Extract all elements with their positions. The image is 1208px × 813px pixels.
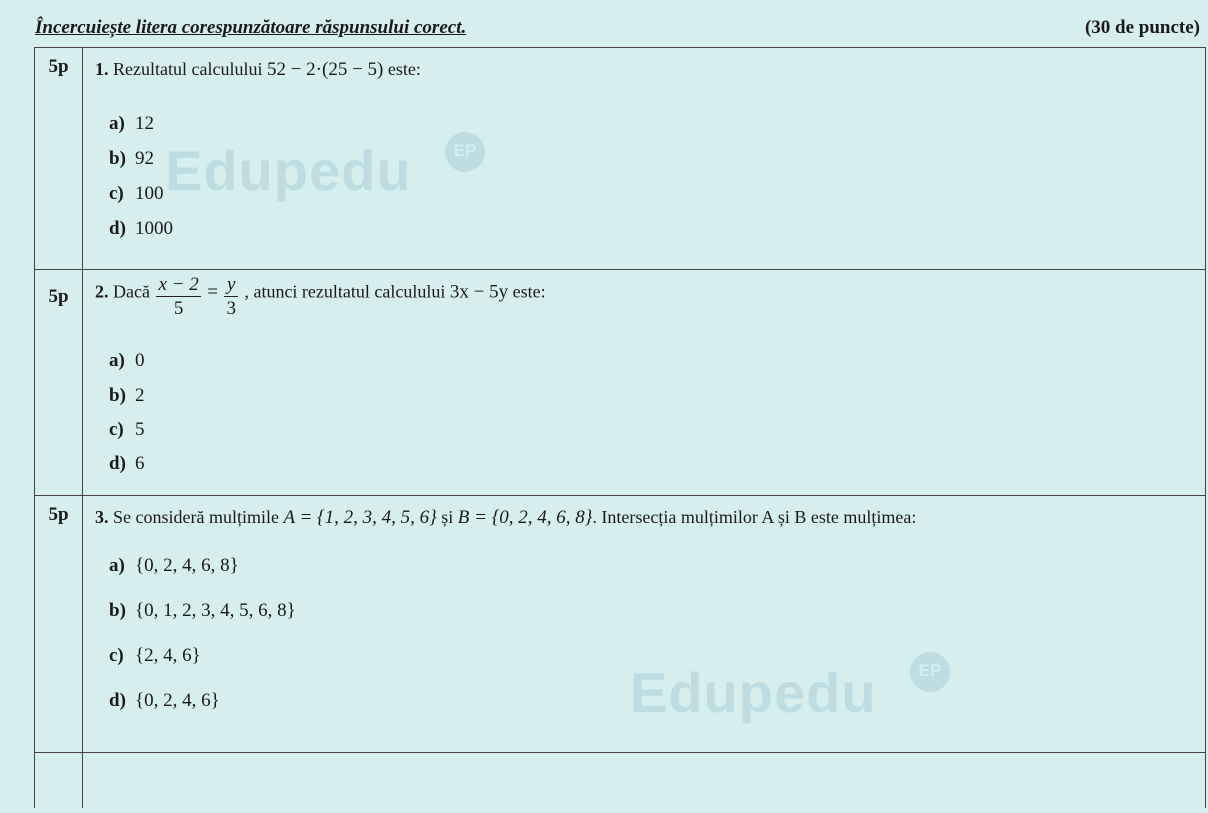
fraction-numerator: x − 2 bbox=[158, 274, 199, 295]
instruction-text: Încercuiește litera corespunzătoare răspunsului corect. bbox=[35, 17, 467, 38]
option-letter: d) bbox=[109, 690, 126, 711]
option-value: {0, 1, 2, 3, 4, 5, 6, 8} bbox=[135, 600, 296, 621]
option-c[interactable] bbox=[109, 183, 164, 205]
option-value: 92 bbox=[135, 148, 154, 169]
question-row bbox=[35, 48, 1205, 270]
option-a[interactable] bbox=[109, 555, 239, 577]
option-a[interactable] bbox=[109, 113, 154, 135]
question-text bbox=[95, 270, 1201, 317]
option-letter: c) bbox=[109, 645, 124, 666]
option-value: 100 bbox=[135, 183, 164, 204]
fraction-denominator: 5 bbox=[173, 298, 184, 319]
conjunction: și bbox=[441, 507, 454, 527]
question-text-before: Se consideră mulțimile bbox=[113, 507, 279, 527]
watermark-text: Edupedu bbox=[630, 661, 877, 724]
option-value: 1000 bbox=[135, 218, 173, 239]
watermark-text: Edupedu bbox=[165, 139, 412, 202]
option-letter: b) bbox=[109, 600, 126, 621]
option-letter: a) bbox=[109, 555, 125, 576]
fraction-right bbox=[224, 274, 238, 321]
question-row-partial bbox=[35, 753, 1205, 813]
question-text-middle: , atunci rezultatul calculului bbox=[244, 281, 446, 302]
question-number: 1. bbox=[95, 59, 109, 79]
watermark-logo-label: EP bbox=[918, 661, 942, 680]
question-text bbox=[95, 507, 1201, 529]
question-number: 3. bbox=[95, 507, 109, 527]
question-number: 2. bbox=[95, 281, 109, 302]
option-b[interactable] bbox=[109, 600, 296, 622]
set-a: A = {1, 2, 3, 4, 5, 6} bbox=[283, 507, 437, 528]
option-d[interactable] bbox=[109, 690, 220, 712]
watermark-logo-label: EP bbox=[453, 141, 477, 160]
option-value: 2 bbox=[135, 385, 145, 406]
fraction-numerator: y bbox=[224, 274, 238, 297]
question-expression: 3x − 5y bbox=[449, 281, 509, 303]
option-value: 6 bbox=[135, 453, 145, 474]
question-text-after: . Intersecția mulțimilor A și B este mulțimea: bbox=[592, 507, 917, 527]
question-row bbox=[35, 496, 1205, 753]
set-b: B = {0, 2, 4, 6, 8} bbox=[457, 507, 593, 528]
option-value: {0, 2, 4, 6} bbox=[135, 690, 220, 711]
question-row bbox=[35, 270, 1205, 496]
option-c[interactable] bbox=[109, 645, 201, 667]
equals-sign: = bbox=[207, 281, 218, 303]
question-expression: 52 − 2·(25 − 5) bbox=[266, 59, 384, 80]
option-letter: a) bbox=[109, 350, 125, 371]
option-c[interactable] bbox=[109, 419, 145, 441]
question-text-before: Dacă bbox=[113, 281, 150, 302]
question-points: 5p bbox=[48, 286, 69, 307]
option-letter: c) bbox=[109, 183, 124, 204]
option-d[interactable] bbox=[109, 218, 173, 240]
option-value: 0 bbox=[135, 350, 145, 371]
question-points: 5p bbox=[48, 504, 69, 525]
header bbox=[35, 17, 1200, 47]
fraction-denominator: 3 bbox=[226, 298, 236, 319]
question-points: 5p bbox=[48, 56, 69, 77]
option-letter: b) bbox=[109, 148, 126, 169]
option-b[interactable] bbox=[109, 385, 145, 407]
option-value: {2, 4, 6} bbox=[135, 645, 201, 666]
option-letter: d) bbox=[109, 218, 126, 239]
question-text bbox=[95, 59, 1201, 81]
option-b[interactable] bbox=[109, 148, 154, 170]
option-a[interactable] bbox=[109, 350, 145, 372]
option-value: 12 bbox=[135, 113, 154, 134]
option-value: 5 bbox=[135, 419, 145, 440]
option-d[interactable] bbox=[109, 453, 145, 475]
option-value: {0, 2, 4, 6, 8} bbox=[135, 555, 239, 576]
question-text-after: este: bbox=[512, 281, 546, 302]
question-text-after: este: bbox=[387, 59, 421, 79]
option-letter: a) bbox=[109, 113, 125, 134]
total-points: (30 de puncte) bbox=[1084, 17, 1200, 38]
questions-table bbox=[34, 47, 1206, 808]
question-text-before: Rezultatul calculului bbox=[113, 59, 263, 79]
option-letter: d) bbox=[109, 453, 126, 474]
fraction-left bbox=[156, 274, 200, 321]
option-letter: c) bbox=[109, 419, 124, 440]
option-letter: b) bbox=[109, 385, 126, 406]
